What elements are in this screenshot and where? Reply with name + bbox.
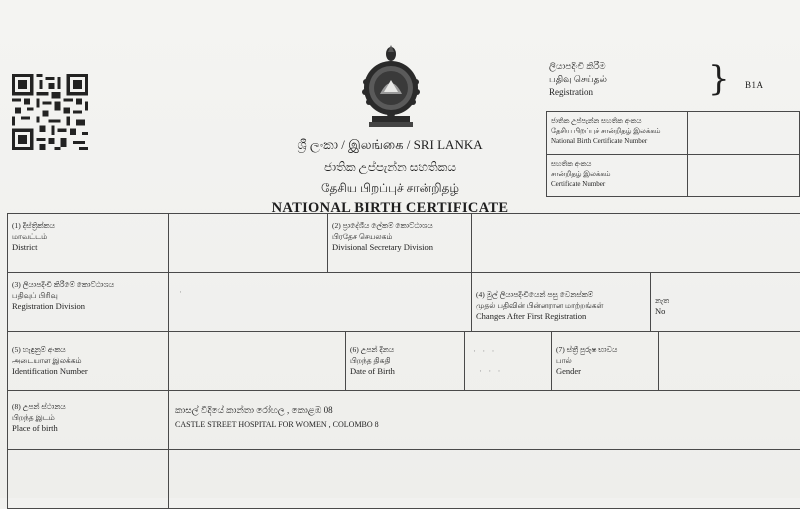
registration-label-ta: பதிவு செய்தல்	[549, 74, 607, 84]
registration-division-value-cell	[168, 272, 472, 332]
id-number-value-cell	[168, 331, 346, 391]
next-row-label-cell	[7, 449, 169, 509]
registration-division-label-si: (3) ලියාපදිංචි කිරීමේ කොට්ඨාශය	[12, 280, 115, 289]
label-ta: தேசிய பிறப்புச் சான்றிதழ் இலக்கம்	[551, 127, 661, 135]
label-si: ජාතික උප්පැන්න සහතික අංකය	[551, 117, 642, 125]
id-number-label-en: Identification Number	[12, 366, 88, 376]
place-of-birth-label-cell	[7, 390, 169, 450]
gender-label-cell	[551, 331, 659, 391]
changes-label-cell	[471, 272, 651, 332]
registration-label-si: ලියාපදිංචි කිරීම	[549, 61, 606, 71]
registration-division-label-cell	[7, 272, 169, 332]
label-en: National Birth Certificate Number	[551, 137, 648, 145]
registration-number-box	[546, 111, 800, 197]
changes-label-en: Changes After First Registration	[476, 311, 587, 321]
registration-division-label-ta: பதிவுப் பிரிவு	[12, 291, 58, 300]
changes-label-si: (4) මුල් ලියාපදිංචියෙන් පසු වෙනස්කම්	[476, 290, 594, 299]
tamil-title: தேசிய பிறப்புச் சான்றிதழ்	[321, 181, 459, 195]
district-value-cell	[168, 213, 328, 273]
qr-code-icon	[12, 73, 88, 151]
document-title: NATIONAL BIRTH CERTIFICATE	[271, 200, 509, 216]
changes-value-si: නැත	[655, 296, 670, 305]
redacted-mark: · · ·	[479, 366, 503, 376]
label-en: Certificate Number	[551, 180, 606, 188]
birth-certificate-number-field	[687, 112, 799, 154]
dob-label-cell	[345, 331, 465, 391]
birth-certificate-number-row	[546, 111, 800, 155]
certificate-number-field	[687, 155, 799, 196]
registration-label-en: Registration	[549, 87, 593, 97]
redacted-mark: ·	[179, 287, 184, 297]
gender-label-ta: பால்	[556, 356, 572, 365]
country-line: ශ්‍රී ලංකා / இலங்கை / SRI LANKA	[297, 137, 483, 152]
dob-label-si: (6) උපන් දිනය	[350, 345, 395, 354]
brace-symbol: }	[708, 59, 730, 99]
dob-value-cell	[464, 331, 552, 391]
form-code: B1A	[745, 80, 764, 90]
ds-division-label-cell	[327, 213, 472, 273]
ds-division-value-cell	[471, 213, 800, 273]
dob-label-en: Date of Birth	[350, 366, 395, 376]
changes-value-cell	[650, 272, 800, 332]
place-of-birth-label-ta: பிறந்த இடம்	[12, 413, 55, 422]
ds-division-label-en: Divisional Secretary Division	[332, 242, 434, 252]
gender-label-en: Gender	[556, 366, 582, 376]
district-label-en: District	[12, 242, 38, 252]
gender-value-cell	[658, 331, 800, 391]
certificate-fields-table	[7, 213, 800, 503]
redacted-mark: · · ·	[473, 346, 497, 356]
district-label-cell	[7, 213, 169, 273]
dob-label-ta: பிறந்த திகதி	[350, 356, 391, 365]
label-si: සහතික අංකය	[551, 160, 592, 168]
id-number-label-ta: அடையாள இலக்கம்	[12, 356, 82, 365]
birth-certificate-number-label	[551, 116, 683, 146]
id-number-label-cell	[7, 331, 169, 391]
registration-label	[549, 60, 607, 99]
place-of-birth-value-cell	[168, 390, 800, 450]
certificate-number-row	[546, 154, 800, 197]
certificate-number-label	[551, 159, 683, 189]
place-of-birth-value-si: කාසල් වීදියේ කාන්තා රෝහල , කොළඹ 08	[175, 405, 333, 415]
gender-label-si: (7) ස්ත්‍රී පුරුෂ භාවය	[556, 345, 618, 354]
label-ta: சான்றிதழ் இலக்கம்	[551, 170, 611, 178]
ds-division-label-si: (2) ප්‍රාදේශීය ලේකම් කොට්ඨාශය	[332, 221, 433, 230]
changes-label-ta: முதல் பதிவின் பின்னரான மாற்றங்கள்	[476, 301, 604, 310]
registration-division-label-en: Registration Division	[12, 301, 85, 311]
place-of-birth-value-en: CASTLE STREET HOSPITAL FOR WOMEN , COLOMBO 8	[175, 420, 379, 429]
id-number-label-si: (5) හැඳුනුම් අංකය	[12, 345, 66, 354]
national-emblem-icon	[360, 42, 422, 132]
district-label-ta: மாவட்டம்	[12, 232, 48, 241]
place-of-birth-label-si: (8) උපන් ස්ථානය	[12, 402, 66, 411]
next-row-value-cell	[168, 449, 800, 509]
changes-value-en: No	[655, 306, 666, 316]
place-of-birth-label-en: Place of birth	[12, 423, 58, 433]
ds-division-label-ta: பிரதேச செயலகம்	[332, 232, 393, 241]
sinhala-title: ජාතික උප්පැන්න සහතිකය	[324, 160, 456, 174]
district-label-si: (1) දිස්ත්‍රික්කය	[12, 221, 56, 230]
